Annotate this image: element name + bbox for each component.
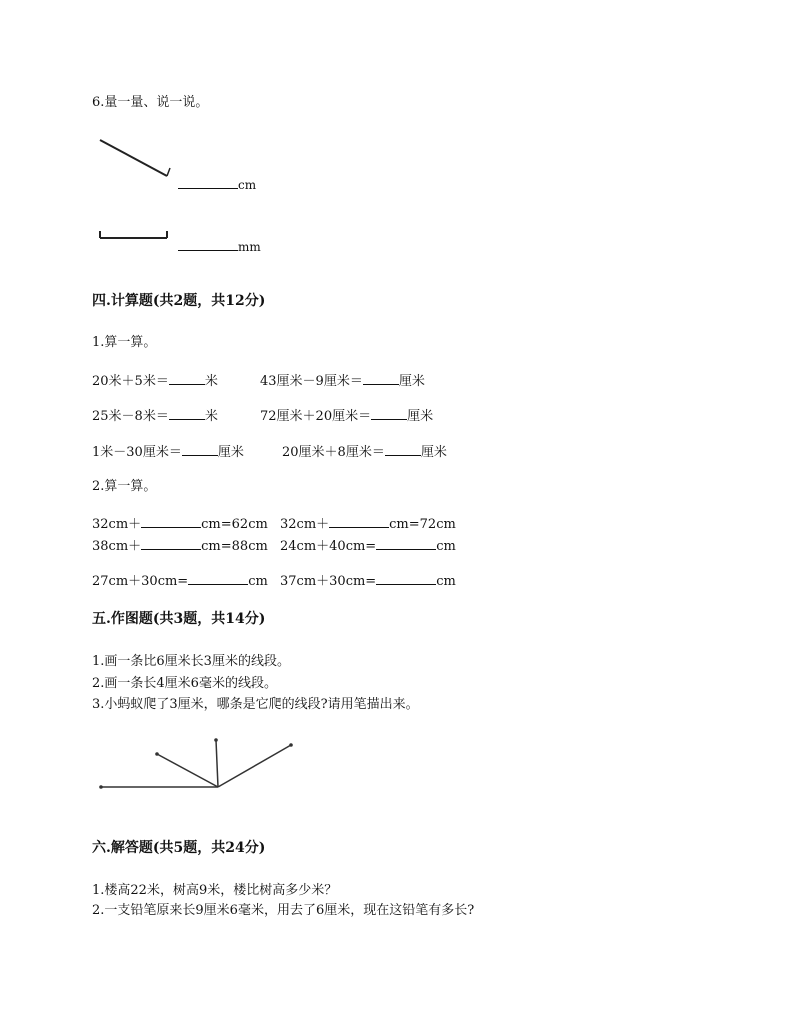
answer-blank[interactable] bbox=[385, 443, 421, 456]
expr: 32cm＋ bbox=[92, 517, 142, 532]
s4-q2-title: 2.算一算。 bbox=[92, 479, 157, 494]
q6-title: 6.量一量、说一说。 bbox=[92, 95, 209, 110]
q6-answer-2 bbox=[178, 238, 261, 254]
figure-segment-left bbox=[157, 754, 218, 787]
unit: 米 bbox=[204, 409, 218, 424]
expr-tail: cm=72cm bbox=[389, 517, 456, 532]
answer-blank[interactable] bbox=[371, 407, 407, 420]
answer-blank[interactable] bbox=[178, 238, 238, 251]
s4-q1-title: 1.算一算。 bbox=[92, 335, 157, 350]
calc-row-right bbox=[280, 537, 456, 553]
figure-endpoint bbox=[214, 738, 218, 742]
answer-blank[interactable] bbox=[141, 537, 201, 550]
expr: 27cm＋30cm= bbox=[92, 574, 189, 589]
calc-row-left bbox=[92, 572, 268, 588]
calc-row-right bbox=[260, 372, 425, 388]
calc-row-left bbox=[92, 372, 218, 388]
answer-blank[interactable] bbox=[169, 372, 205, 385]
s5-item: 2.画一条长4厘米6毫米的线段。 bbox=[92, 676, 277, 691]
calc-row-right bbox=[280, 572, 456, 588]
s5-item: 3.小蚂蚁爬了3厘米，哪条是它爬的线段?请用笔描出来。 bbox=[92, 697, 419, 712]
expr: 1米－30厘米＝ bbox=[92, 445, 182, 460]
unit: 厘米 bbox=[398, 374, 425, 389]
answer-blank[interactable] bbox=[376, 537, 436, 550]
expr: 32cm＋ bbox=[280, 517, 330, 532]
answer-blank[interactable] bbox=[178, 176, 238, 189]
expr: 20厘米＋8厘米＝ bbox=[282, 445, 385, 460]
answer-blank[interactable] bbox=[188, 572, 248, 585]
calc-row-right bbox=[280, 515, 456, 531]
unit: 厘米 bbox=[217, 445, 244, 460]
expr-tail: cm bbox=[248, 574, 268, 589]
expr: 24cm＋40cm= bbox=[280, 539, 377, 554]
answer-blank[interactable] bbox=[363, 372, 399, 385]
calc-row-left bbox=[92, 537, 268, 553]
calc-row-right bbox=[260, 407, 433, 423]
ant-path-figure bbox=[99, 738, 293, 789]
expr: 38cm＋ bbox=[92, 539, 142, 554]
figure-segment-right bbox=[218, 745, 291, 787]
figure-segment-vertical bbox=[216, 740, 218, 787]
expr-tail: cm=62cm bbox=[201, 517, 268, 532]
calc-row-left bbox=[92, 407, 218, 423]
expr: 43厘米－9厘米＝ bbox=[260, 374, 363, 389]
answer-blank[interactable] bbox=[376, 572, 436, 585]
unit: 米 bbox=[204, 374, 218, 389]
calc-row-right bbox=[282, 443, 447, 459]
unit-label: mm bbox=[238, 240, 261, 254]
unit: 厘米 bbox=[407, 409, 434, 424]
unit-label: cm bbox=[238, 178, 257, 192]
expr: 72厘米＋20厘米＝ bbox=[260, 409, 372, 424]
figure-endpoint bbox=[99, 785, 103, 789]
answer-blank[interactable] bbox=[141, 515, 201, 528]
slanted-segment-endcap bbox=[167, 168, 170, 176]
answer-blank[interactable] bbox=[182, 443, 218, 456]
expr: 37cm＋30cm= bbox=[280, 574, 377, 589]
expr-tail: cm bbox=[436, 539, 456, 554]
s6-item: 1.楼高22米，树高9米，楼比树高多少米？ bbox=[92, 883, 338, 898]
s6-item: 2.一支铅笔原来长9厘米6毫米，用去了6厘米，现在这铅笔有多长? bbox=[92, 903, 475, 918]
expr: 20米＋5米＝ bbox=[92, 374, 169, 389]
section-6-heading: 六.解答题(共5题，共24分) bbox=[92, 840, 266, 856]
slanted-segment bbox=[100, 140, 167, 176]
answer-blank[interactable] bbox=[329, 515, 389, 528]
unit: 厘米 bbox=[420, 445, 447, 460]
expr: 25米－8米＝ bbox=[92, 409, 169, 424]
section-5-heading: 五.作图题(共3题，共14分) bbox=[92, 611, 266, 627]
section-4-heading: 四.计算题(共2题，共12分) bbox=[92, 293, 266, 309]
expr-tail: cm bbox=[436, 574, 456, 589]
figure-endpoint bbox=[155, 752, 159, 756]
expr-tail: cm=88cm bbox=[201, 539, 268, 554]
s5-item: 1.画一条比6厘米长3厘米的线段。 bbox=[92, 654, 290, 669]
calc-row-left bbox=[92, 515, 268, 531]
answer-blank[interactable] bbox=[169, 407, 205, 420]
q6-answer-1 bbox=[178, 176, 256, 192]
figure-endpoint bbox=[289, 743, 293, 747]
calc-row-left bbox=[92, 443, 244, 459]
